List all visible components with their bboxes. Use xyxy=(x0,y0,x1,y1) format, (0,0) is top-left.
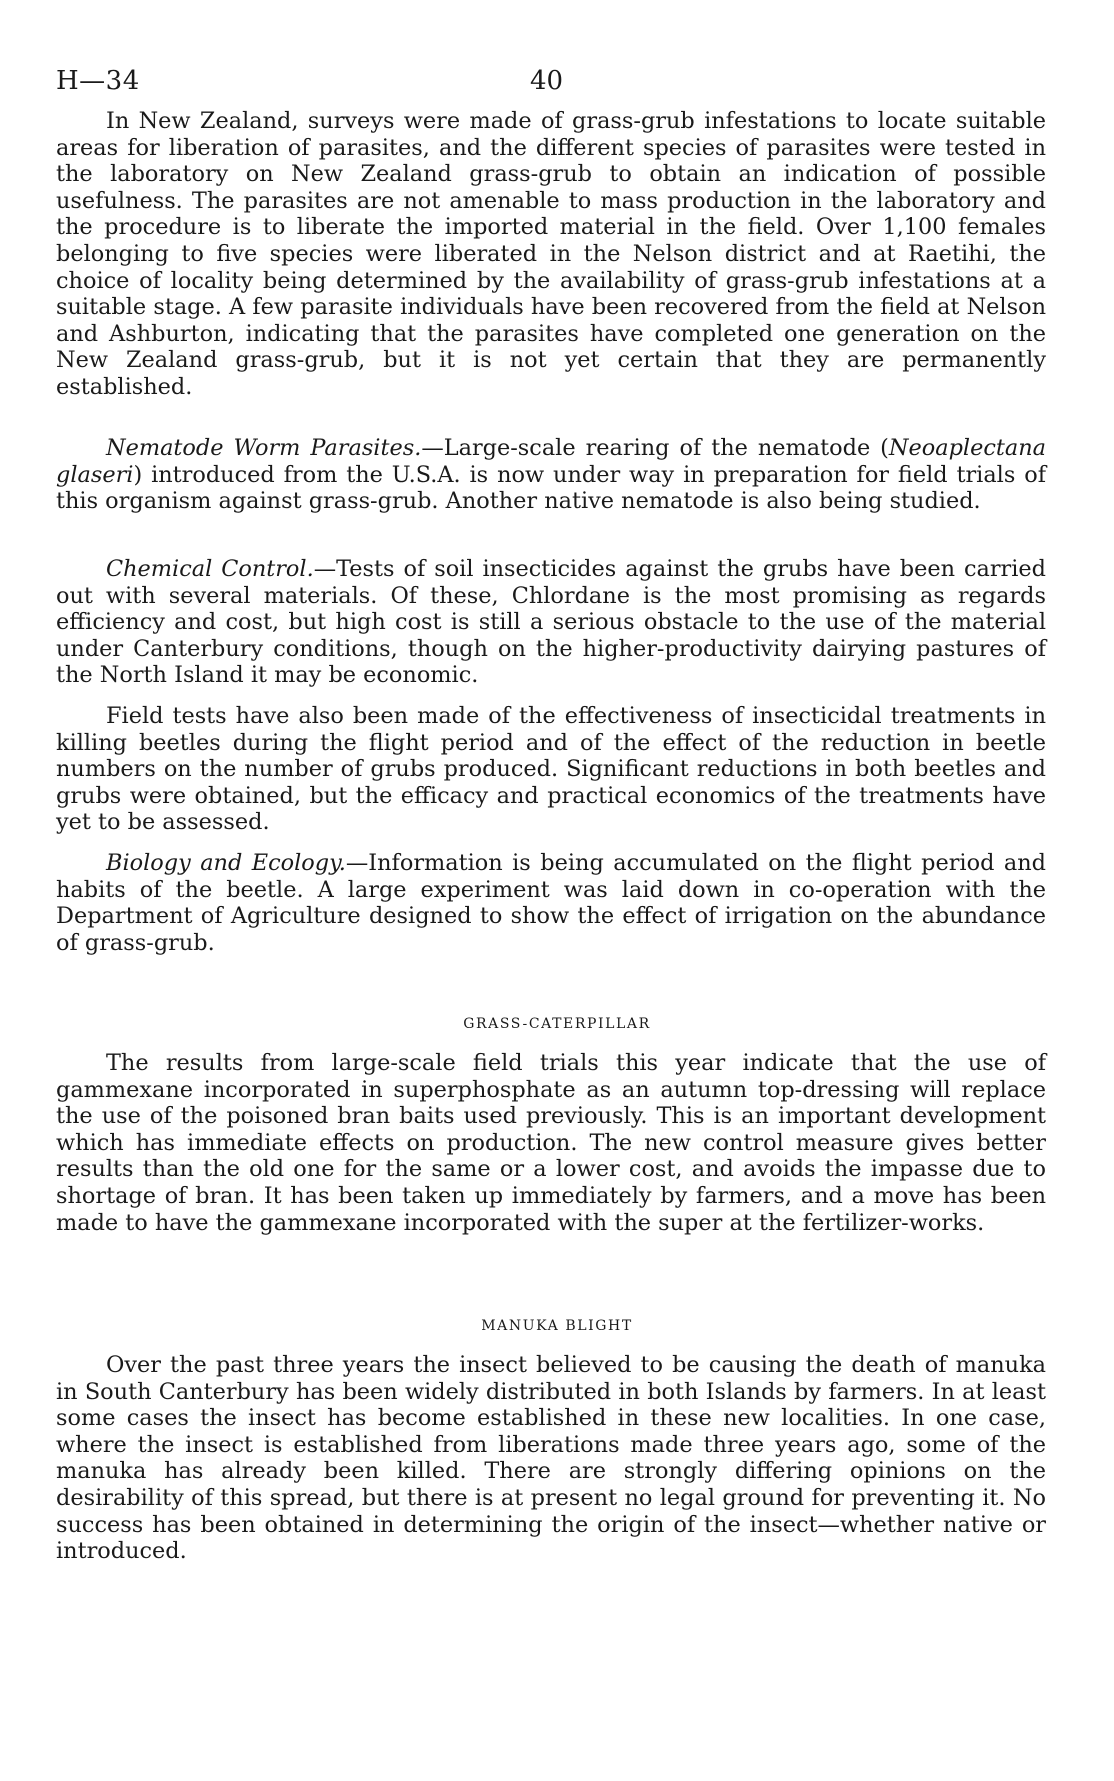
paragraph-text-chemical-control: —Tests of soil insecticides against the grubs have been carried out with several materials. Of these, Chlordane is the most promising as regards efficiency and cost, but high cost is still a serious obstacle to the use of the material under Canterbury conditions, though on the higher-productivity dairying pastures of the North Island it may be economic. xyxy=(56,556,1046,689)
paragraph-nematode-worm-parasites xyxy=(56,435,1046,515)
section-heading-grass-caterpillar: GRASS-CATERPILLAR xyxy=(463,1016,651,1032)
paragraph-text-biology-ecology: —Information is being accumulated on the flight period and habits of the beetle. A large experiment was laid down in co-operation with the Department of Agriculture designed to show the effect of irrigation on the abundance of grass-grub. xyxy=(56,850,1046,956)
paragraph-text-nematode-a: —Large-scale rearing of the nematode ( xyxy=(421,435,889,461)
paragraph-nz-surveys: In New Zealand, surveys were made of grass-grub infestations to locate suitable areas for liberation of parasites, and the different species of parasites were tested in the laboratory on New Zealand grass-grub to obtain an indication of possible usefulness. The parasites are not amenable to mass production in the laboratory and the procedure is to liberate the imported material in the field. Over 1,100 females belonging to five species were liberated in the Nelson district and at Raetihi, the choice of locality being determined by the availability of grass-grub infestations at a suitable stage. A few parasite individuals have been recovered from the field at Nelson and Ashburton, indicating that the parasites have completed one generation on the New Zealand grass-grub, but it is not yet certain that they are permanently established. xyxy=(56,108,1046,400)
paragraph-biology-ecology xyxy=(56,850,1046,956)
paragraph-chemical-control xyxy=(56,556,1046,689)
paragraph-grass-caterpillar: The results from large-scale field trials this year indicate that the use of gammexane incorporated in superphosphate as an autumn top-dressing will replace the use of the poisoned bran baits used previously. This is an important development which has immediate effects on production. The new control measure gives better results than the old one for the same or a lower cost, and avoids the impasse due to shortage of bran. It has been taken up immediately by farmers, and a move has been made to have the gammexane incorporated with the super at the fertilizer-works. xyxy=(56,1050,1046,1236)
paragraph-text-nematode-b: ) introduced from the U.S.A. is now under way in preparation for field trials of this organism against grass-grub. Another native nematode is also being studied. xyxy=(56,461,1046,515)
section-title-nematode: Nematode Worm Parasites. xyxy=(106,435,422,461)
paragraph-manuka-blight: Over the past three years the insect believed to be causing the death of manuka in South Canterbury has been widely distributed in both Islands by farmers. In at least some cases the insect has become established in these new localities. In one case, where the insect is established from liberations made three years ago, some of the manuka has already been killed. There are strongly differing opinions on the desirability of this spread, but there is at present no legal ground for preventing it. No success has been obtained in determining the origin of the insect—whether native or introduced. xyxy=(56,1352,1046,1565)
section-title-chemical-control: Chemical Control. xyxy=(106,556,314,582)
page-number: 40 xyxy=(530,66,564,96)
section-heading-manuka-blight: MANUKA BLIGHT xyxy=(481,1318,633,1334)
paragraph-field-tests: Field tests have also been made of the effectiveness of insecticidal treatments in killing beetles during the flight period and of the effect of the reduction in beetle numbers on the number of grubs produced. Significant reductions in both beetles and grubs were obtained, but the efficacy and practical economics of the treatments have yet to be assessed. xyxy=(56,703,1046,836)
document-code: H—34 xyxy=(56,66,140,96)
species-name: Neoaplectana glaseri xyxy=(56,435,1046,488)
section-title-biology-ecology: Biology and Ecology. xyxy=(106,850,346,876)
